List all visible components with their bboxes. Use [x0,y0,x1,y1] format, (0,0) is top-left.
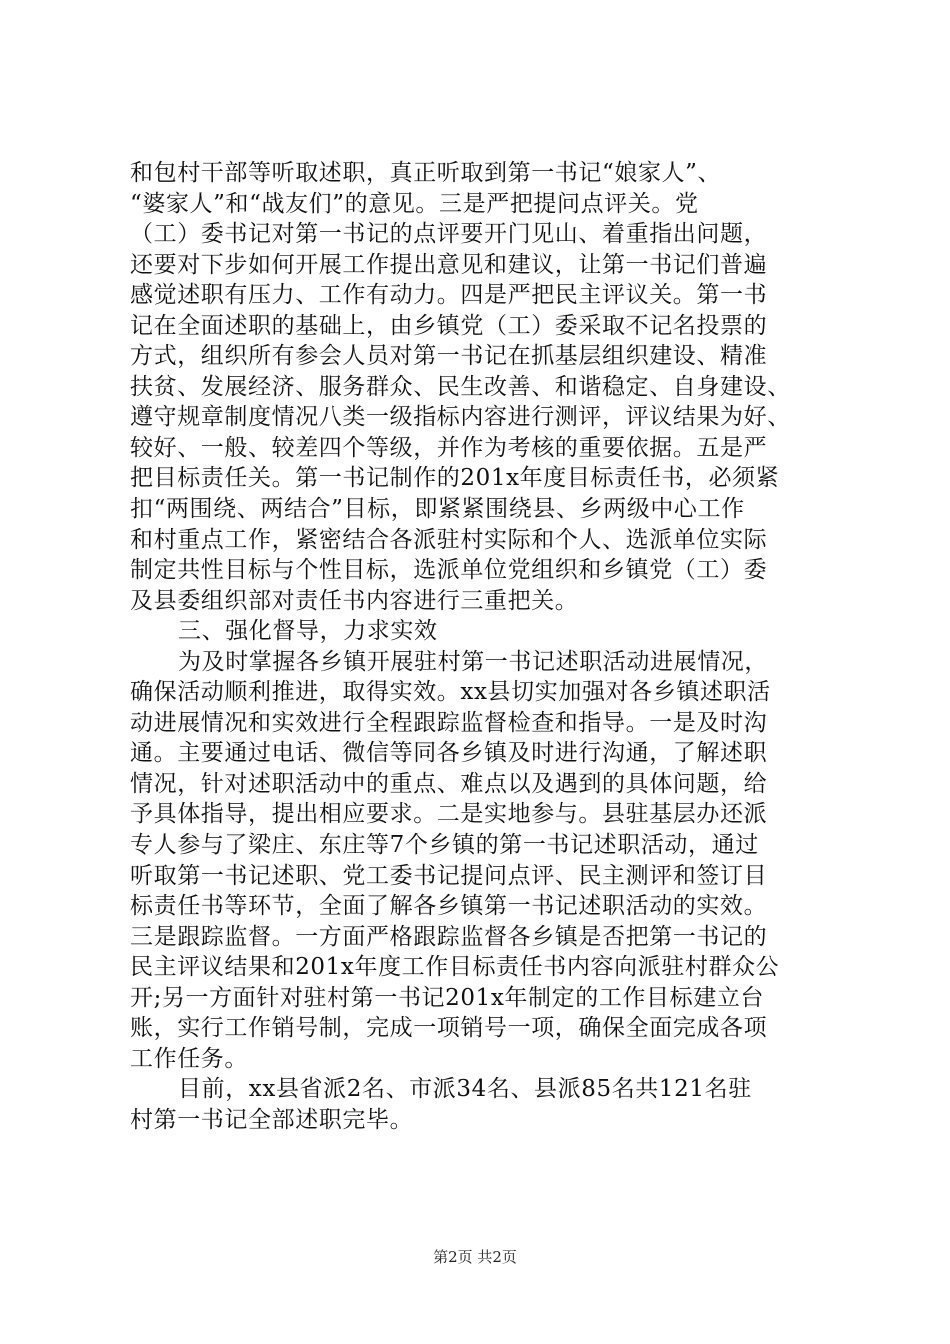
text-line: 情况，针对述职活动中的重点、难点以及遇到的具体问题，给 [130,770,768,797]
text-line: 村第一书记全部述职完毕。 [130,1106,414,1133]
text-line: 民主评议结果和201x年度工作目标责任书内容向派驻村群众公 [130,954,780,981]
section-heading: 三、强化督导，力求实效 [178,618,438,645]
text-line: 扶贫、发展经济、服务群众、民生改善、和谐稳定、自身建设、 [130,373,791,400]
paragraph-start-line: 为及时掌握各乡镇开展驻村第一书记述职活动进展情况， [178,648,768,675]
text-line: 听取第一书记述职、党工委书记提问点评、民主测评和签订目 [130,862,768,889]
text-line: 工作任务。 [130,1045,248,1072]
document-body [130,158,850,1136]
text-line: 方式，组织所有参会人员对第一书记在抓基层组织建设、精准 [130,343,768,370]
text-line: 予具体指导，提出相应要求。二是实地参与。县驻基层办还派 [130,801,768,828]
text-line: 专人参与了梁庄、东庄等7个乡镇的第一书记述职活动，通过 [130,832,759,859]
text-line: 标责任书等环节，全面了解各乡镇第一书记述职活动的实效。 [130,893,768,920]
text-line: 制定共性目标与个性目标，选派单位党组织和乡镇党（工）委 [130,557,768,584]
text-line: （工）委书记对第一书记的点评要开门见山、着重指出问题， [130,221,768,248]
page-number-label: 第2页 共2页 [433,1248,517,1266]
text-line: 记在全面述职的基础上，由乡镇党（工）委采取不记名投票的 [130,312,768,339]
page-footer [0,1246,950,1267]
text-line: 和包村干部等听取述职，真正听取到第一书记“娘家人”、 [130,160,722,186]
text-line: 较好、一般、较差四个等级，并作为考核的重要依据。五是严 [130,434,768,461]
text-line: 还要对下步如何开展工作提出意见和建议，让第一书记们普遍 [130,251,768,278]
text-line: 把目标责任关。第一书记制作的201x年度目标责任书，必须紧 [130,465,780,492]
text-line: 感觉述职有压力、工作有动力。四是严把民主评议关。第一书 [130,282,768,309]
text-line: 开;另一方面针对驻村第一书记201x年制定的工作目标建立台 [130,984,765,1011]
text-line: 扣“两围绕、两结合”目标，即紧紧围绕县、乡两级中心工作 [130,496,745,523]
text-line: “婆家人”和“战友们”的意见。三是严把提问点评关。党 [130,190,699,217]
text-line: 及县委组织部对责任书内容进行三重把关。 [130,587,579,614]
text-line: 通。主要通过电话、微信等同各乡镇及时进行沟通，了解述职 [130,740,768,767]
text-line: 账，实行工作销号制，完成一项销号一项，确保全面完成各项 [130,1015,768,1042]
text-line: 确保活动顺利推进，取得实效。xx县切实加强对各乡镇述职活 [130,679,771,706]
paragraph-start-line: 目前，xx县省派2名、市派34名、县派85名共121名驻 [178,1076,752,1103]
text-line: 遵守规章制度情况八类一级指标内容进行测评，评议结果为好、 [130,404,791,431]
text-line: 动进展情况和实效进行全程跟踪监督检查和指导。一是及时沟 [130,709,768,736]
text-line: 和村重点工作，紧密结合各派驻村实际和个人、选派单位实际 [130,526,768,553]
text-line: 三是跟踪监督。一方面严格跟踪监督各乡镇是否把第一书记的 [130,923,768,950]
